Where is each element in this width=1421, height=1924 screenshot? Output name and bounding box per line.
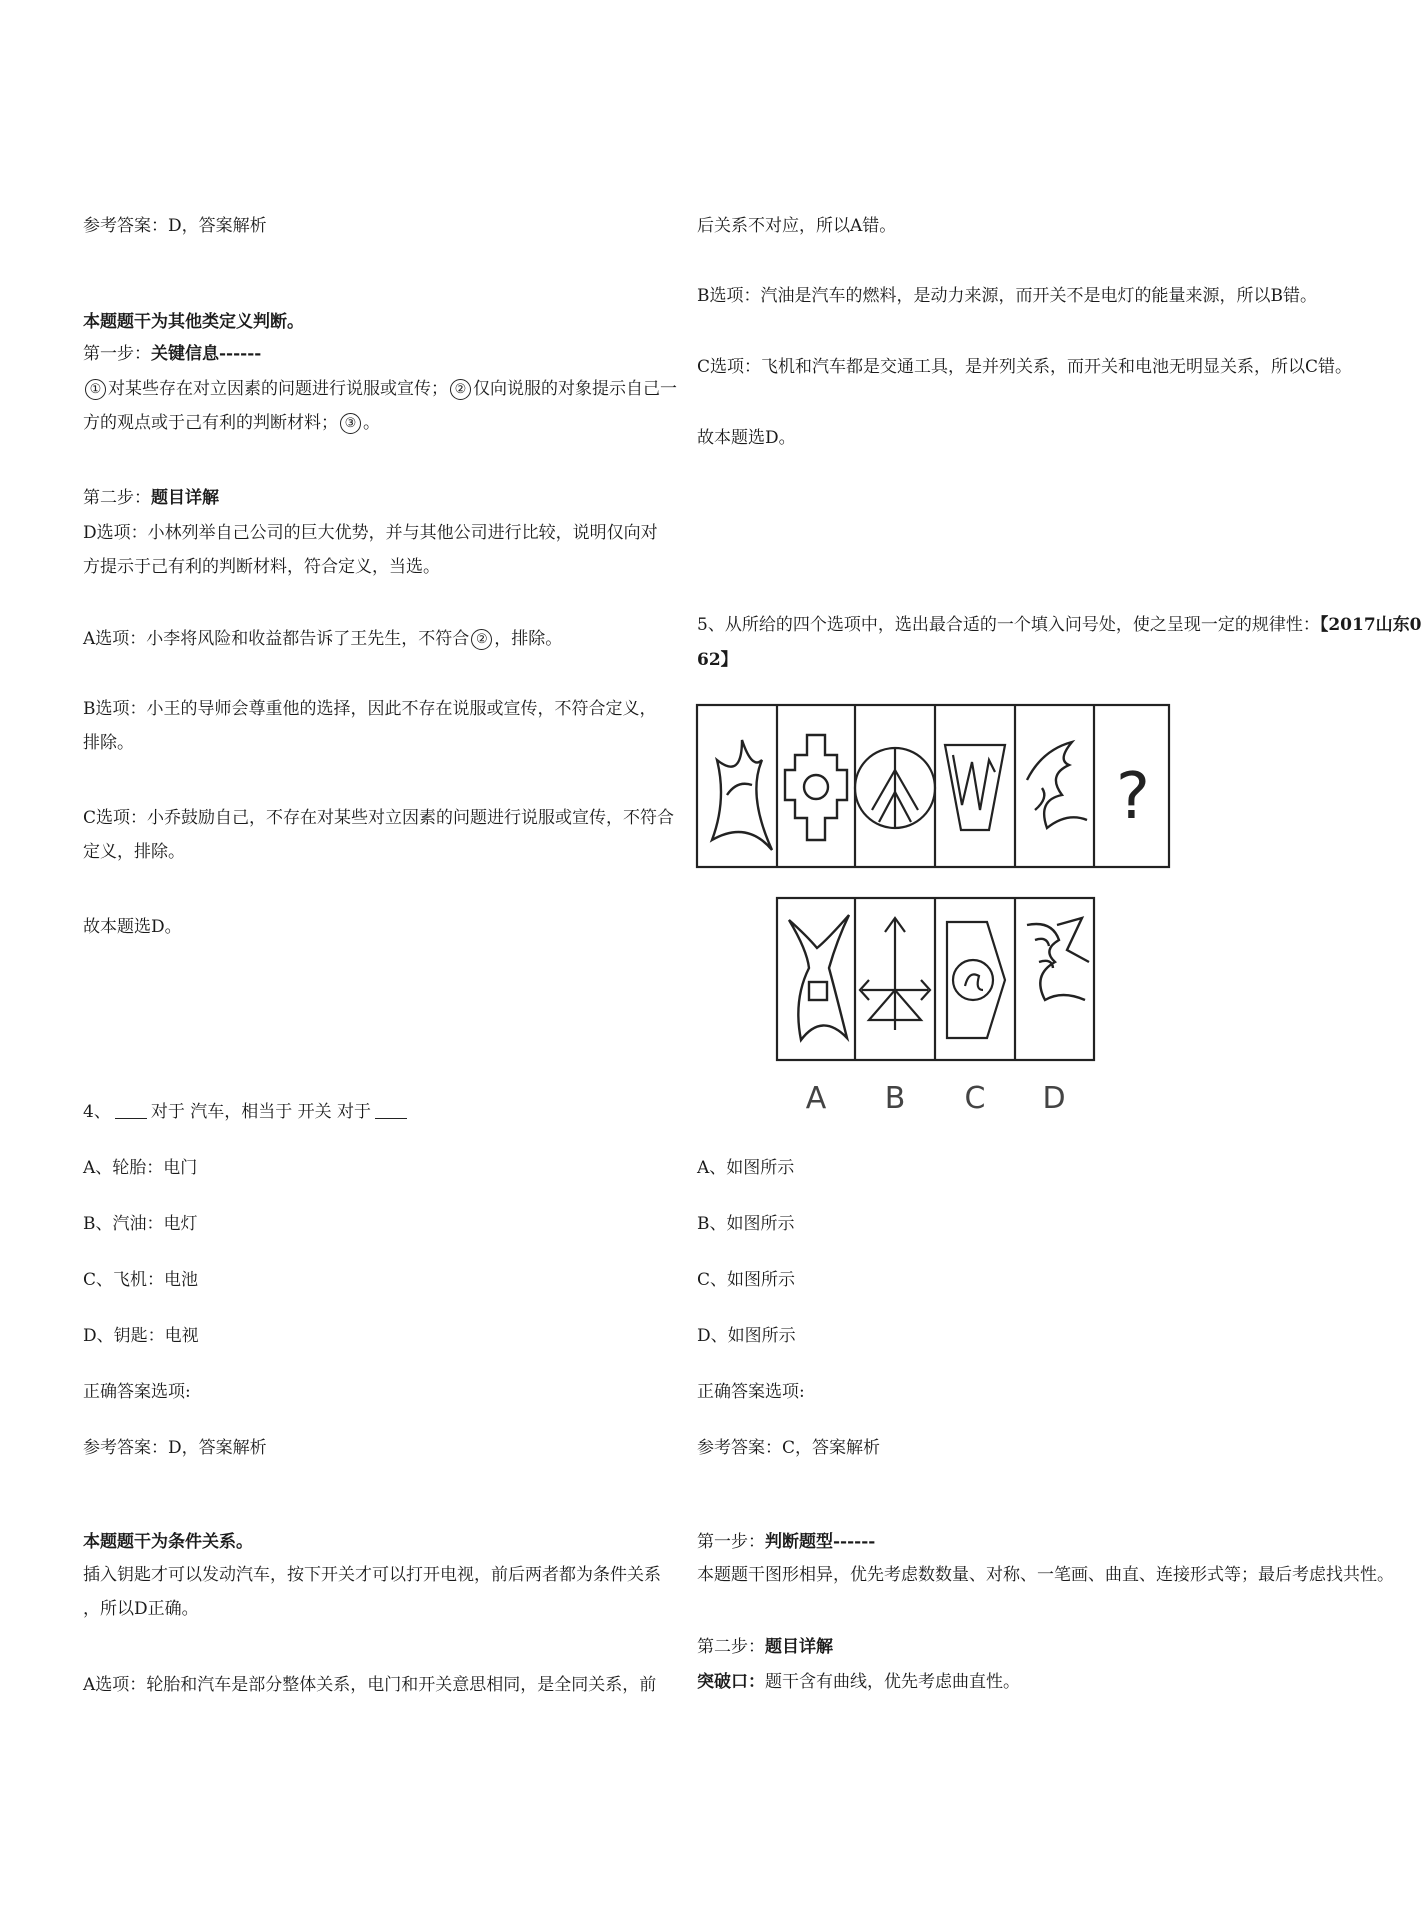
q5-correct-label: 正确答案选项:	[697, 1382, 805, 1402]
figure-3-shape	[855, 748, 935, 828]
step-one-heading: 第一步：关键信息------	[83, 344, 262, 364]
option-letter-c: C	[964, 1081, 986, 1116]
q4-correct-label: 正确答案选项:	[83, 1382, 191, 1402]
circled-number-2: ②	[450, 379, 471, 400]
conclusion: 故本题选D。	[83, 917, 182, 937]
option-a-analysis: A选项：轮胎和汽车是部分整体关系，电门和开关意思相同，是全同关系，前	[83, 1675, 657, 1695]
circled-number-1: ①	[85, 379, 106, 400]
option-c-analysis-1: C选项：小乔鼓励自己，不存在对某些对立因素的问题进行说服或宣传，不符合	[83, 808, 675, 828]
q5-option-a: A、如图所示	[697, 1158, 795, 1178]
step-two-heading: 第二步：题目详解	[697, 1637, 833, 1657]
key-info-line-1: ① 对某些存在对立因素的问题进行说服或宣传； ② 仅向说服的对象提示自己一	[83, 372, 677, 406]
option-letter-a: A	[805, 1081, 827, 1116]
option-letter-b: B	[884, 1081, 906, 1116]
q4-option-c: C、飞机：电池	[83, 1270, 199, 1290]
option-b-analysis: B选项：汽油是汽车的燃料，是动力来源，而开关不是电灯的能量来源，所以B错。	[697, 286, 1317, 306]
question-5-stem-2: 62】	[697, 650, 738, 670]
figure-1-shape	[712, 740, 772, 850]
option-letter-d: D	[1042, 1081, 1066, 1116]
q4-option-b: B、汽油：电灯	[83, 1214, 198, 1234]
option-b-analysis-1: B选项：小王的导师会尊重他的选择，因此不存在说服或宣传，不符合定义，	[83, 699, 657, 719]
condition-explanation-2: ，所以D正确。	[83, 1599, 199, 1619]
circled-number-3: ③	[340, 413, 361, 434]
option-a-analysis: A选项：小李将风险和收益都告诉了王先生，不符合 ② ，排除。	[83, 629, 563, 649]
option-a-analysis-cont: 后关系不对应，所以A错。	[697, 216, 897, 236]
step-one-text: 本题题干图形相异，优先考虑数数量、对称、一笔画、曲直、连接形式等；最后考虑找共性。	[697, 1565, 1394, 1585]
key-info-line-2: 方的观点或于己有利的判断材料； ③ 。	[83, 413, 380, 433]
question-mark: ?	[1116, 760, 1150, 834]
answer-blank	[375, 1102, 407, 1119]
step-one-heading: 第一步：判断题型------	[697, 1532, 876, 1552]
condition-explanation-1: 插入钥匙才可以发动汽车，按下开关才可以打开电视，前后两者都为条件关系	[83, 1565, 661, 1585]
option-d-analysis-1: D选项：小林列举自己公司的巨大优势，并与其他公司进行比较，说明仅向对	[83, 523, 658, 543]
q5-option-d: D、如图所示	[697, 1326, 796, 1346]
option-c-analysis: C选项：飞机和汽车都是交通工具，是并列关系，而开关和电池无明显关系，所以C错。	[697, 357, 1353, 377]
step-two-heading: 第二步：题目详解	[83, 488, 219, 508]
q4-answer-line: 参考答案：D，答案解析	[83, 1438, 267, 1458]
question-5-stem-1: 5、从所给的四个选项中，选出最合适的一个填入问号处，使之呈现一定的规律性：【2017山东0	[697, 615, 1421, 635]
option-c-figure	[947, 922, 1005, 1038]
conclusion: 故本题选D。	[697, 428, 796, 448]
option-d-analysis-2: 方提示于己有利的判断材料，符合定义，当选。	[83, 557, 440, 577]
section-title: 本题题干为其他类定义判断。	[83, 312, 304, 332]
q5-option-c: C、如图所示	[697, 1270, 796, 1290]
answer-blank	[115, 1102, 147, 1119]
option-b-analysis-2: 排除。	[83, 733, 134, 753]
q3-answer-line: 参考答案：D，答案解析	[83, 216, 267, 236]
section-title: 本题题干为条件关系。	[83, 1532, 253, 1552]
figure-puzzle	[697, 700, 1177, 1120]
q4-option-d: D、钥匙：电视	[83, 1326, 199, 1346]
q5-answer-line: 参考答案：C，答案解析	[697, 1438, 881, 1458]
q4-option-a: A、轮胎：电门	[83, 1158, 198, 1178]
question-4-stem: 4、 对于 汽车，相当于 开关 对于	[83, 1095, 411, 1129]
options-row	[777, 898, 1094, 1060]
option-a-figure	[789, 915, 849, 1040]
breakthrough-line: 突破口：题干含有曲线，优先考虑曲直性。	[697, 1672, 1020, 1692]
figure-5-shape	[1027, 742, 1087, 828]
option-c-analysis-2: 定义，排除。	[83, 842, 185, 862]
option-b-figure	[860, 918, 930, 1030]
circled-number-2: ②	[471, 629, 492, 650]
figure-svg	[697, 700, 1177, 1120]
figure-2-shape	[785, 735, 847, 840]
q5-option-b: B、如图所示	[697, 1214, 795, 1234]
figure-4-shape	[945, 745, 1005, 830]
option-d-figure	[1027, 918, 1089, 1000]
